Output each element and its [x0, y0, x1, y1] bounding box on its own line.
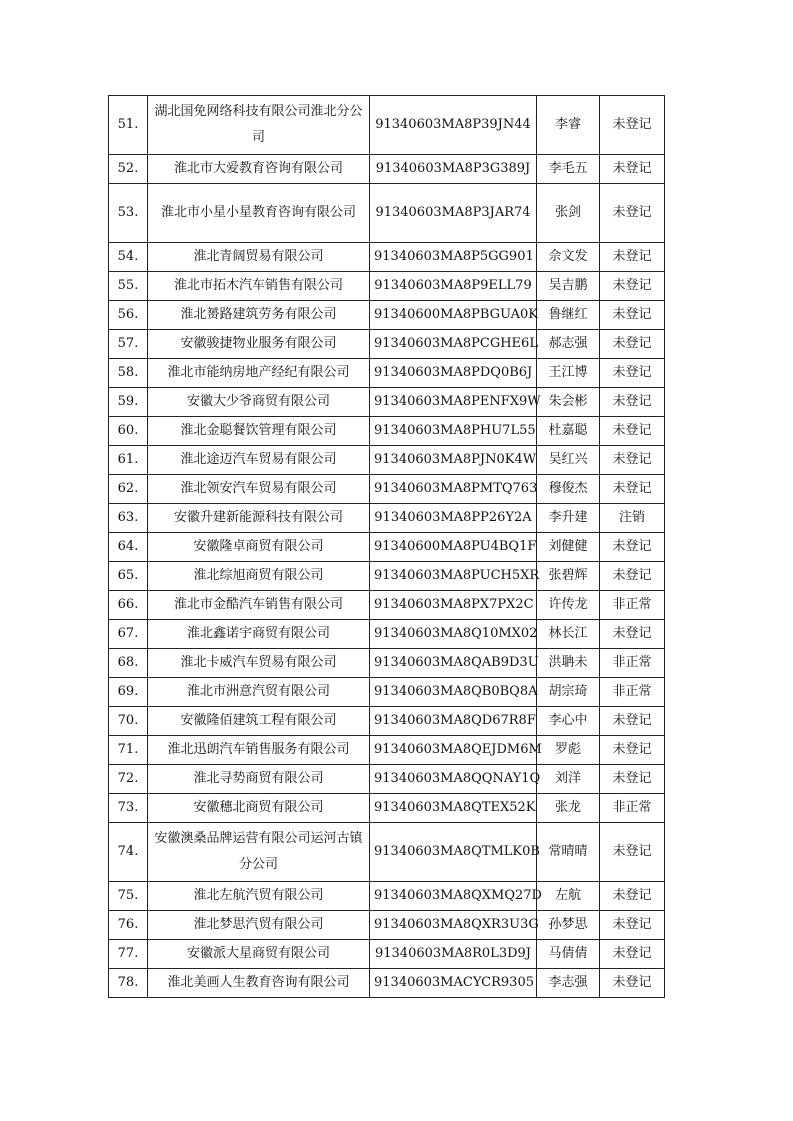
row-number: 65. [109, 562, 148, 591]
row-number: 52. [109, 155, 148, 184]
table-row [109, 911, 665, 940]
status-cell: 非正常 [600, 649, 665, 678]
company-name-cell: 淮北左航汽贸有限公司 [148, 882, 370, 911]
credit-code-cell: 91340603MA8PCGHE6L [370, 330, 537, 359]
status-cell: 未登记 [600, 736, 665, 765]
table-row [109, 736, 665, 765]
company-name-cell: 淮北市金酷汽车销售有限公司 [148, 591, 370, 620]
table-row [109, 969, 665, 998]
credit-code-cell: 91340603MA8QXMQ27D [370, 882, 537, 911]
status-cell: 未登记 [600, 969, 665, 998]
row-number: 72. [109, 765, 148, 794]
company-name-cell: 淮北赟路建筑劳务有限公司 [148, 301, 370, 330]
legal-person-cell: 张碧辉 [537, 562, 600, 591]
credit-code-cell: 91340603MA8PUCH5XR [370, 562, 537, 591]
legal-person-cell: 胡宗琦 [537, 678, 600, 707]
status-cell: 未登记 [600, 155, 665, 184]
legal-person-cell: 林长江 [537, 620, 600, 649]
credit-code-cell: 91340603MA8PP26Y2A [370, 504, 537, 533]
row-number: 55. [109, 272, 148, 301]
company-name-cell: 淮北综旭商贸有限公司 [148, 562, 370, 591]
table-row [109, 359, 665, 388]
company-name-cell: 淮北青阔贸易有限公司 [148, 243, 370, 272]
status-cell: 未登记 [600, 388, 665, 417]
credit-code-cell: 91340603MA8QD67R8F [370, 707, 537, 736]
legal-person-cell: 朱会彬 [537, 388, 600, 417]
row-number: 70. [109, 707, 148, 736]
status-cell: 非正常 [600, 794, 665, 823]
row-number: 57. [109, 330, 148, 359]
row-number: 51. [109, 96, 148, 155]
row-number: 60. [109, 417, 148, 446]
status-cell: 未登记 [600, 882, 665, 911]
company-name-cell: 淮北领安汽车贸易有限公司 [148, 475, 370, 504]
table-row [109, 184, 665, 243]
row-number: 53. [109, 184, 148, 243]
credit-code-cell: 91340603MA8QQNAY1Q [370, 765, 537, 794]
table-row [109, 823, 665, 882]
credit-code-cell: 91340603MA8R0L3D9J [370, 940, 537, 969]
table-row [109, 620, 665, 649]
status-cell: 未登记 [600, 96, 665, 155]
table-row [109, 330, 665, 359]
status-cell: 未登记 [600, 446, 665, 475]
row-number: 78. [109, 969, 148, 998]
row-number: 58. [109, 359, 148, 388]
row-number: 76. [109, 911, 148, 940]
legal-person-cell: 张龙 [537, 794, 600, 823]
status-cell: 注销 [600, 504, 665, 533]
row-number: 56. [109, 301, 148, 330]
table-row [109, 765, 665, 794]
legal-person-cell: 常晴晴 [537, 823, 600, 882]
row-number: 67. [109, 620, 148, 649]
table-row [109, 649, 665, 678]
row-number: 77. [109, 940, 148, 969]
credit-code-cell: 91340603MA8QTEX52K [370, 794, 537, 823]
credit-code-cell: 91340603MA8QEJDM6M [370, 736, 537, 765]
legal-person-cell: 郝志强 [537, 330, 600, 359]
table-row [109, 504, 665, 533]
row-number: 63. [109, 504, 148, 533]
credit-code-cell: 91340603MA8PJN0K4W [370, 446, 537, 475]
status-cell: 未登记 [600, 620, 665, 649]
credit-code-cell: 91340603MA8PDQ0B6J [370, 359, 537, 388]
table-row [109, 562, 665, 591]
credit-code-cell: 91340603MACYCR9305 [370, 969, 537, 998]
company-name-cell: 淮北迅朗汽车销售服务有限公司 [148, 736, 370, 765]
credit-code-cell: 91340603MA8PX7PX2C [370, 591, 537, 620]
credit-code-cell: 91340603MA8PHU7L55 [370, 417, 537, 446]
table-row [109, 155, 665, 184]
credit-code-cell: 91340603MA8P3G389J [370, 155, 537, 184]
credit-code-cell: 91340600MA8PBGUA0K [370, 301, 537, 330]
credit-code-cell: 91340603MA8P3JAR74 [370, 184, 537, 243]
table-row [109, 591, 665, 620]
table-row [109, 96, 665, 155]
row-number: 59. [109, 388, 148, 417]
status-cell: 非正常 [600, 678, 665, 707]
legal-person-cell: 李志强 [537, 969, 600, 998]
credit-code-cell: 91340603MA8P9ELL79 [370, 272, 537, 301]
credit-code-cell: 91340603MA8QXR3U3G [370, 911, 537, 940]
table-row [109, 882, 665, 911]
legal-person-cell: 刘健健 [537, 533, 600, 562]
company-name-cell: 安徽大少爷商贸有限公司 [148, 388, 370, 417]
row-number: 64. [109, 533, 148, 562]
table-row [109, 678, 665, 707]
status-cell: 未登记 [600, 707, 665, 736]
legal-person-cell: 鲁继红 [537, 301, 600, 330]
status-cell: 未登记 [600, 940, 665, 969]
legal-person-cell: 王江博 [537, 359, 600, 388]
legal-person-cell: 李升建 [537, 504, 600, 533]
row-number: 73. [109, 794, 148, 823]
table-row [109, 940, 665, 969]
row-number: 66. [109, 591, 148, 620]
company-name-cell: 湖北国免网络科技有限公司淮北分公司 [148, 96, 370, 155]
credit-code-cell: 91340603MA8P5GG901 [370, 243, 537, 272]
row-number: 62. [109, 475, 148, 504]
company-name-cell: 安徽升建新能源科技有限公司 [148, 504, 370, 533]
legal-person-cell: 刘洋 [537, 765, 600, 794]
status-cell: 未登记 [600, 765, 665, 794]
row-number: 74. [109, 823, 148, 882]
company-name-cell: 安徽隆卓商贸有限公司 [148, 533, 370, 562]
row-number: 61. [109, 446, 148, 475]
company-name-cell: 淮北金聪餐饮管理有限公司 [148, 417, 370, 446]
legal-person-cell: 李睿 [537, 96, 600, 155]
credit-code-cell: 91340600MA8PU4BQ1F [370, 533, 537, 562]
table-row [109, 446, 665, 475]
table-row [109, 707, 665, 736]
legal-person-cell: 孙梦思 [537, 911, 600, 940]
company-name-cell: 淮北市小星小星教育咨询有限公司 [148, 184, 370, 243]
status-cell: 未登记 [600, 562, 665, 591]
legal-person-cell: 许传龙 [537, 591, 600, 620]
legal-person-cell: 马倩倩 [537, 940, 600, 969]
company-name-cell: 淮北市洲意汽贸有限公司 [148, 678, 370, 707]
table-body [109, 96, 665, 998]
credit-code-cell: 91340603MA8QB0BQ8A [370, 678, 537, 707]
table-row [109, 475, 665, 504]
table-row [109, 794, 665, 823]
row-number: 54. [109, 243, 148, 272]
table-row [109, 417, 665, 446]
table-row [109, 388, 665, 417]
status-cell: 未登记 [600, 475, 665, 504]
company-name-cell: 淮北美画人生教育咨询有限公司 [148, 969, 370, 998]
table-row [109, 243, 665, 272]
status-cell: 未登记 [600, 243, 665, 272]
legal-person-cell: 吴吉鹏 [537, 272, 600, 301]
company-name-cell: 淮北市拓木汽车销售有限公司 [148, 272, 370, 301]
enterprise-registry-table [108, 95, 665, 998]
company-name-cell: 淮北市大爱教育咨询有限公司 [148, 155, 370, 184]
company-name-cell: 安徽隆佰建筑工程有限公司 [148, 707, 370, 736]
legal-person-cell: 穆俊杰 [537, 475, 600, 504]
legal-person-cell: 罗彪 [537, 736, 600, 765]
company-name-cell: 安徽澳桑品牌运营有限公司运河古镇分公司 [148, 823, 370, 882]
legal-person-cell: 李心中 [537, 707, 600, 736]
status-cell: 未登记 [600, 301, 665, 330]
company-name-cell: 淮北途迈汽车贸易有限公司 [148, 446, 370, 475]
legal-person-cell: 佘文发 [537, 243, 600, 272]
company-name-cell: 淮北卡威汽车贸易有限公司 [148, 649, 370, 678]
credit-code-cell: 91340603MA8P39JN44 [370, 96, 537, 155]
company-name-cell: 安徽派大星商贸有限公司 [148, 940, 370, 969]
row-number: 68. [109, 649, 148, 678]
status-cell: 未登记 [600, 184, 665, 243]
status-cell: 未登记 [600, 272, 665, 301]
row-number: 71. [109, 736, 148, 765]
credit-code-cell: 91340603MA8Q10MX02 [370, 620, 537, 649]
row-number: 75. [109, 882, 148, 911]
legal-person-cell: 杜嘉聪 [537, 417, 600, 446]
credit-code-cell: 91340603MA8PENFX9W [370, 388, 537, 417]
table-row [109, 301, 665, 330]
status-cell: 非正常 [600, 591, 665, 620]
company-name-cell: 安徽骏捷物业服务有限公司 [148, 330, 370, 359]
company-name-cell: 安徽穗北商贸有限公司 [148, 794, 370, 823]
legal-person-cell: 李毛五 [537, 155, 600, 184]
row-number: 69. [109, 678, 148, 707]
company-name-cell: 淮北梦思汽贸有限公司 [148, 911, 370, 940]
company-name-cell: 淮北寻势商贸有限公司 [148, 765, 370, 794]
status-cell: 未登记 [600, 417, 665, 446]
legal-person-cell: 洪聃未 [537, 649, 600, 678]
status-cell: 未登记 [600, 330, 665, 359]
company-name-cell: 淮北鑫诺宇商贸有限公司 [148, 620, 370, 649]
status-cell: 未登记 [600, 911, 665, 940]
legal-person-cell: 吴红兴 [537, 446, 600, 475]
status-cell: 未登记 [600, 359, 665, 388]
credit-code-cell: 91340603MA8PMTQ763 [370, 475, 537, 504]
credit-code-cell: 91340603MA8QTMLK0B [370, 823, 537, 882]
status-cell: 未登记 [600, 533, 665, 562]
table-row [109, 533, 665, 562]
company-name-cell: 淮北市能纳房地产经纪有限公司 [148, 359, 370, 388]
legal-person-cell: 张剑 [537, 184, 600, 243]
credit-code-cell: 91340603MA8QAB9D3U [370, 649, 537, 678]
status-cell: 未登记 [600, 823, 665, 882]
table-row [109, 272, 665, 301]
legal-person-cell: 左航 [537, 882, 600, 911]
